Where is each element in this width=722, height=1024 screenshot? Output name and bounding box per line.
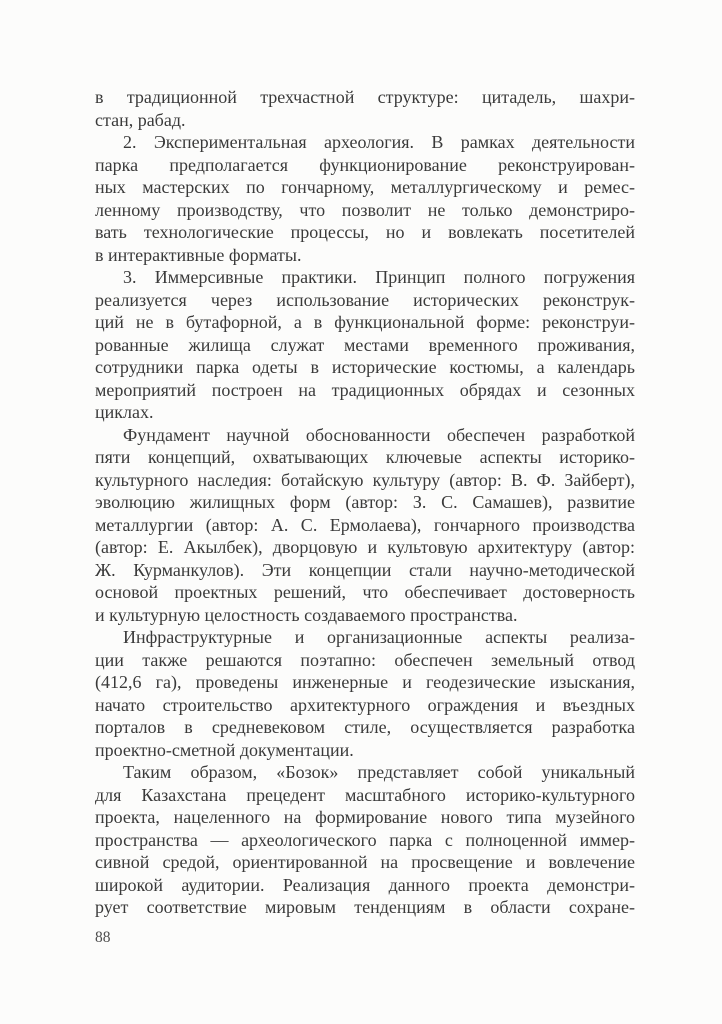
- text-line: основой проектных решений, что обеспечивает достоверность: [95, 582, 635, 602]
- text-line: 3. Иммерсивные практики. Принцип полного погружения: [123, 267, 635, 287]
- paragraph: [95, 266, 635, 424]
- text-line: ных мастерских по гончарному, металлургическому и ремес-: [95, 177, 635, 197]
- text-line: проектно-сметной документации.: [95, 739, 354, 760]
- text-line: Инфраструктурные и организационные аспекты реализа-: [123, 627, 635, 647]
- text-line: Ж. Курманкулов). Эти концепции стали научно-методической: [95, 559, 635, 580]
- text-line: ленному производству, что позволит не только демонстриро-: [95, 199, 635, 220]
- text-line: рует соответствие мировым тенденциям в области сохране-: [95, 897, 635, 917]
- text-line: парка предполагается функционирование реконструирован-: [95, 154, 635, 175]
- text-line: и культурную целостность создаваемого пространства.: [95, 604, 518, 625]
- paragraph: [95, 761, 635, 919]
- paragraph: [95, 86, 635, 131]
- text-line: 2. Экспериментальная археология. В рамках деятельности: [123, 132, 635, 152]
- text-line: в интерактивные форматы.: [95, 244, 302, 265]
- text-line: ций не в бутафорной, а в функциональной форме: реконструи-: [95, 312, 635, 332]
- text-line: широкой аудитории. Реализация данного проекта демонстри-: [95, 874, 635, 895]
- paragraph: [95, 131, 635, 266]
- text-line: реализуется через использование исторических реконструк-: [95, 289, 635, 310]
- text-line: (автор: Е. Акылбек), дворцовую и культовую архитектуру (автор:: [95, 537, 635, 557]
- text-line: циклах.: [95, 402, 154, 422]
- text-line: Таким образом, «Бозок» представляет собой уникальный: [123, 762, 635, 782]
- text-line: эволюцию жилищных форм (автор: З. С. Самашев), развитие: [95, 492, 635, 512]
- page-number: 88: [95, 929, 111, 946]
- text-line: пространства — археологического парка с полноценной иммер-: [95, 829, 635, 850]
- text-line: (412,6 га), проведены инженерные и геодезические изыскания,: [95, 672, 635, 692]
- text-line: металлургии (автор: А. С. Ермолаева), гончарного производства: [95, 514, 635, 535]
- text-line: проекта, нацеленного на формирование нового типа музейного: [95, 807, 635, 827]
- text-line: сотрудники парка одеты в исторические костюмы, а календарь: [95, 357, 635, 377]
- text-line: ции также решаются поэтапно: обеспечен земельный отвод: [95, 649, 635, 670]
- text-line: вать технологические процессы, но и вовлекать посетителей: [95, 222, 635, 242]
- text-line: культурного наследия: ботайскую культуру (автор: В. Ф. Зайберт),: [95, 469, 635, 490]
- text-line: для Казахстана прецедент масштабного историко-культурного: [95, 784, 635, 805]
- paragraph: [95, 424, 635, 627]
- text-line: начато строительство архитектурного ограждения и въездных: [95, 694, 635, 715]
- text-line: в традиционной трехчастной структуре: цитадель, шахри-: [95, 87, 635, 107]
- text-line: пяти концепций, охватывающих ключевые аспекты историко-: [95, 447, 635, 467]
- text-line: мероприятий построен на традиционных обрядах и сезонных: [95, 379, 635, 400]
- text-line: порталов в средневековом стиле, осуществляется разработка: [95, 717, 635, 737]
- text-line: рованные жилища служат местами временного проживания,: [95, 334, 635, 355]
- text-line: стан, рабад.: [95, 109, 186, 130]
- text-line: Фундамент научной обоснованности обеспечен разработкой: [123, 424, 635, 445]
- paragraph: [95, 626, 635, 761]
- text-line: сивной средой, ориентированной на просвещение и вовлечение: [95, 852, 635, 872]
- text-column: [95, 86, 635, 919]
